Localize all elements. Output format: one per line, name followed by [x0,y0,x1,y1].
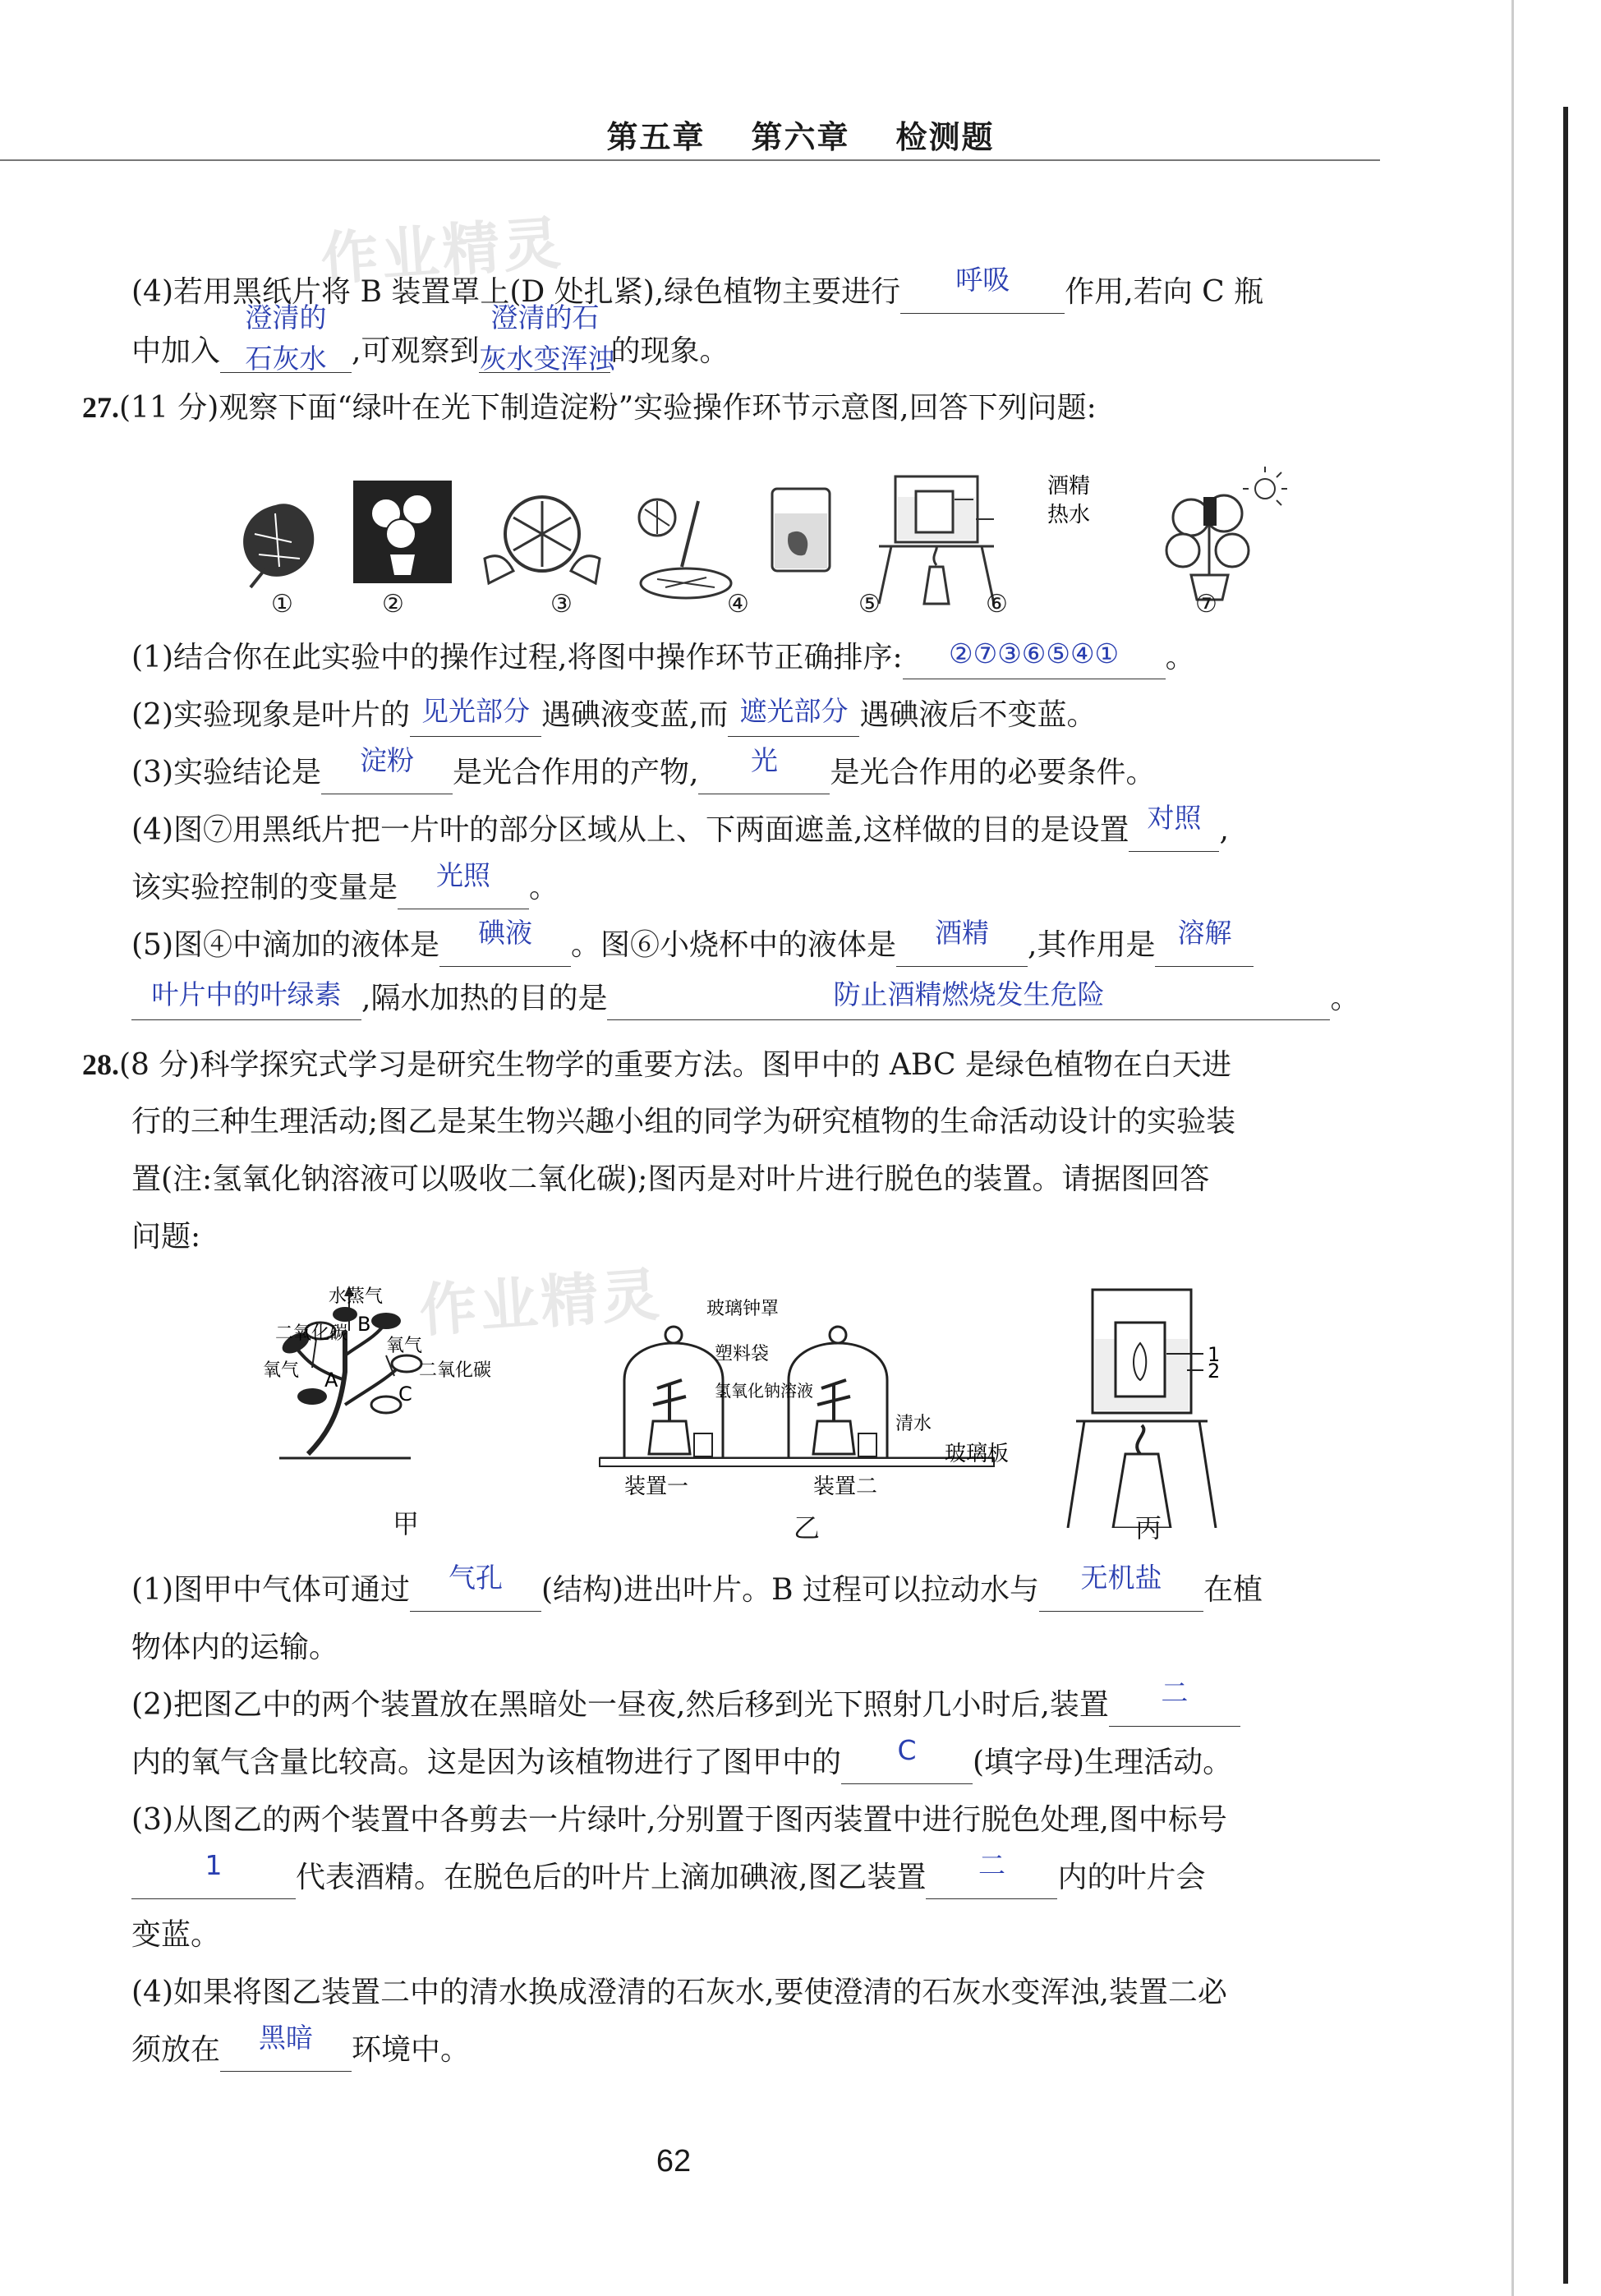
label-A: A [324,1369,338,1392]
answer-blank[interactable]: C [841,1747,973,1784]
label-2: 2 [1208,1360,1221,1383]
answer-blank[interactable]: 气孔 [410,1575,541,1612]
answer-blank[interactable]: 澄清的石 灰水变浑浊 [479,301,615,375]
co2-left-label: 二氧化碳 [275,1323,348,1344]
answer-blank[interactable]: 澄清的 石灰水 [220,336,352,373]
q28-stem-4: 问题: [131,1220,201,1254]
page-edge-line [1563,107,1568,2284]
answer-blank[interactable]: ②⑦③⑥⑤④① [903,642,1166,679]
device2-label: 装置二 [813,1475,878,1499]
answer-blank[interactable]: 碘液 [439,930,571,967]
page-number: 62 [656,2144,692,2179]
q27-4-line2: 该实验控制的变量是 光照 。 [131,867,559,909]
answer-blank[interactable]: 叶片中的叶绿素 [131,983,361,1020]
plant-diagram-jia [278,1286,421,1458]
fig-label-2: ② [382,590,404,619]
answer-blank[interactable]: 光照 [398,872,529,909]
dropper-dish-icon [639,499,731,598]
q28-figures [263,1281,1249,1528]
beaker-icon [772,489,830,571]
bell-jar-label: 玻璃钟罩 [706,1299,780,1319]
answer-blank[interactable]: 对照 [1129,815,1219,852]
watermark-top: 作业精灵 [318,209,566,294]
header-chapter6: 第六章 [751,119,850,155]
caption-yi: 乙 [794,1512,821,1544]
co2-right-label: 二氧化碳 [419,1360,492,1381]
fig-label-1: ① [271,590,293,619]
dark-box-plant-icon [353,481,452,583]
q28-2-line1: (2)把图乙中的两个装置放在黑暗处一昼夜,然后移到光下照射几小时后,装置 二 [131,1684,1240,1727]
header-rule [0,159,1380,161]
q27-5-line2: 叶片中的叶绿素 ,隔水加热的目的是 防止酒精燃烧发生危险 。 [131,978,1359,1020]
answer-blank[interactable]: 无机盐 [1039,1575,1203,1612]
q28-3-line3: 变蓝。 [131,1918,221,1952]
decolor-apparatus-bing [1068,1290,1216,1528]
fig-label-5: ⑤ [858,590,881,619]
header-title: 检测题 [895,119,995,155]
fig-label-4: ④ [727,590,749,619]
q27-5-line1: (5)图④中滴加的液体是 碘液 。图⑥小烧杯中的液体是 酒精 ,其作用是 溶解 [131,924,1254,967]
q28-3-line1: (3)从图乙的两个装置中各剪去一片绿叶,分别置于图丙装置中进行脱色处理,图中标号 [131,1803,1227,1837]
label-C: C [398,1383,412,1406]
q28-stem-1: 28.(8 分)科学探究式学习是研究生物学的重要方法。图甲中的 ABC 是绿色植物在白天进 [82,1048,1231,1082]
q26-4-line2: 中加入 澄清的 石灰水 ,可观察到 澄清的石 灰水变浑浊 的现象。 [131,301,729,375]
label-1: 1 [1208,1343,1221,1366]
plant-sun-icon [1166,467,1287,600]
alcohol-label: 酒精 [1047,474,1091,499]
q26-4-line1: (4)若用黑纸片将 B 装置罩上(D 处扎紧),绿色植物主要进行 呼吸 作用,若向 C 瓶 [131,271,1263,314]
q28-3-line2: 1 代表酒精。在脱色后的叶片上滴加碘液,图乙装置 二 内的叶片会 [131,1857,1205,1899]
q28-1-line2: 物体内的运输。 [131,1631,339,1664]
q27-4-line1: (4)图⑦用黑纸片把一片叶的部分区域从上、下两面遮盖,这样做的目的是设置 对照 , [131,809,1229,852]
page-header [0,112,1601,157]
caption-jia: 甲 [393,1508,420,1539]
q28-stem-2: 行的三种生理活动;图乙是某生物兴趣小组的同学为研究植物的生命活动设计的实验装 [131,1105,1236,1139]
glass-plate-label: 玻璃板 [945,1442,1010,1466]
device1-label: 装置一 [624,1475,689,1499]
answer-blank[interactable]: 二 [926,1862,1057,1899]
q28-1-line1: (1)图甲中气体可通过 气孔 (结构)进出叶片。B 过程可以拉动水与 无机盐 在植 [131,1569,1263,1612]
caption-bing: 丙 [1135,1512,1162,1544]
fig-label-7: ⑦ [1195,590,1217,619]
q27-2: (2)实验现象是叶片的 见光部分 遇碘液变蓝,而 遮光部分 遇碘液后不变蓝。 [131,694,1096,737]
q28-2-line2: 内的氧气含量比较高。这是因为该植物进行了图甲中的 C (填字母)生理活动。 [131,1742,1232,1784]
q27-3: (3)实验结论是 淀粉 是光合作用的产物, 光 是光合作用的必要条件。 [131,752,1155,794]
answer-blank[interactable]: 见光部分 [410,700,541,737]
answer-blank[interactable]: 酒精 [896,930,1028,967]
answer-blank[interactable]: 光 [698,757,830,794]
answer-blank[interactable]: 1 [131,1862,296,1899]
o2-right-label: 氧气 [386,1336,423,1356]
plastic-bag-label: 塑料袋 [715,1344,770,1364]
header-chapter5: 第五章 [606,119,706,155]
watermark-middle: 作业精灵 [416,1260,665,1346]
vapor-label: 水蒸气 [329,1286,384,1307]
answer-blank[interactable]: 二 [1109,1690,1240,1727]
fig-label-6: ⑥ [986,590,1008,619]
hot-water-label: 热水 [1047,503,1091,527]
q27-stem: 27.(11 分)观察下面“绿叶在光下制造淀粉”实验操作环节示意图,回答下列问题: [82,391,1097,425]
naoh-label: 氢氧化钠溶液 [715,1381,813,1401]
label-B: B [357,1313,371,1336]
water-bath-icon [879,476,994,604]
q28-4-line1: (4)如果将图乙装置二中的清水换成澄清的石灰水,要使澄清的石灰水变浑浊,装置二必 [131,1976,1227,2009]
page-fold-shadow [1511,0,1514,2296]
answer-blank[interactable]: 遮光部分 [728,700,859,737]
answer-blank[interactable]: 呼吸 [900,277,1065,314]
answer-blank[interactable]: 防止酒精燃烧发生危险 [607,983,1330,1020]
q27-1: (1)结合你在此实验中的操作过程,将图中操作环节正确排序: ②⑦③⑥⑤④① 。 [131,637,1195,679]
water-label: 清水 [895,1414,932,1434]
answer-blank[interactable]: 黑暗 [220,2035,352,2072]
answer-blank[interactable]: 淀粉 [321,757,453,794]
hands-leaf-icon [485,497,600,583]
fig-label-3: ③ [550,590,573,619]
q28-stem-3: 置(注:氢氧化钠溶液可以吸收二氧化碳);图丙是对叶片进行脱色的装置。请据图回答 [131,1162,1210,1196]
leaf-icon [243,504,314,587]
answer-blank[interactable]: 溶解 [1155,930,1254,967]
o2-left-label: 氧气 [263,1360,300,1381]
q28-4-line2: 须放在 黑暗 环境中。 [131,2029,470,2072]
